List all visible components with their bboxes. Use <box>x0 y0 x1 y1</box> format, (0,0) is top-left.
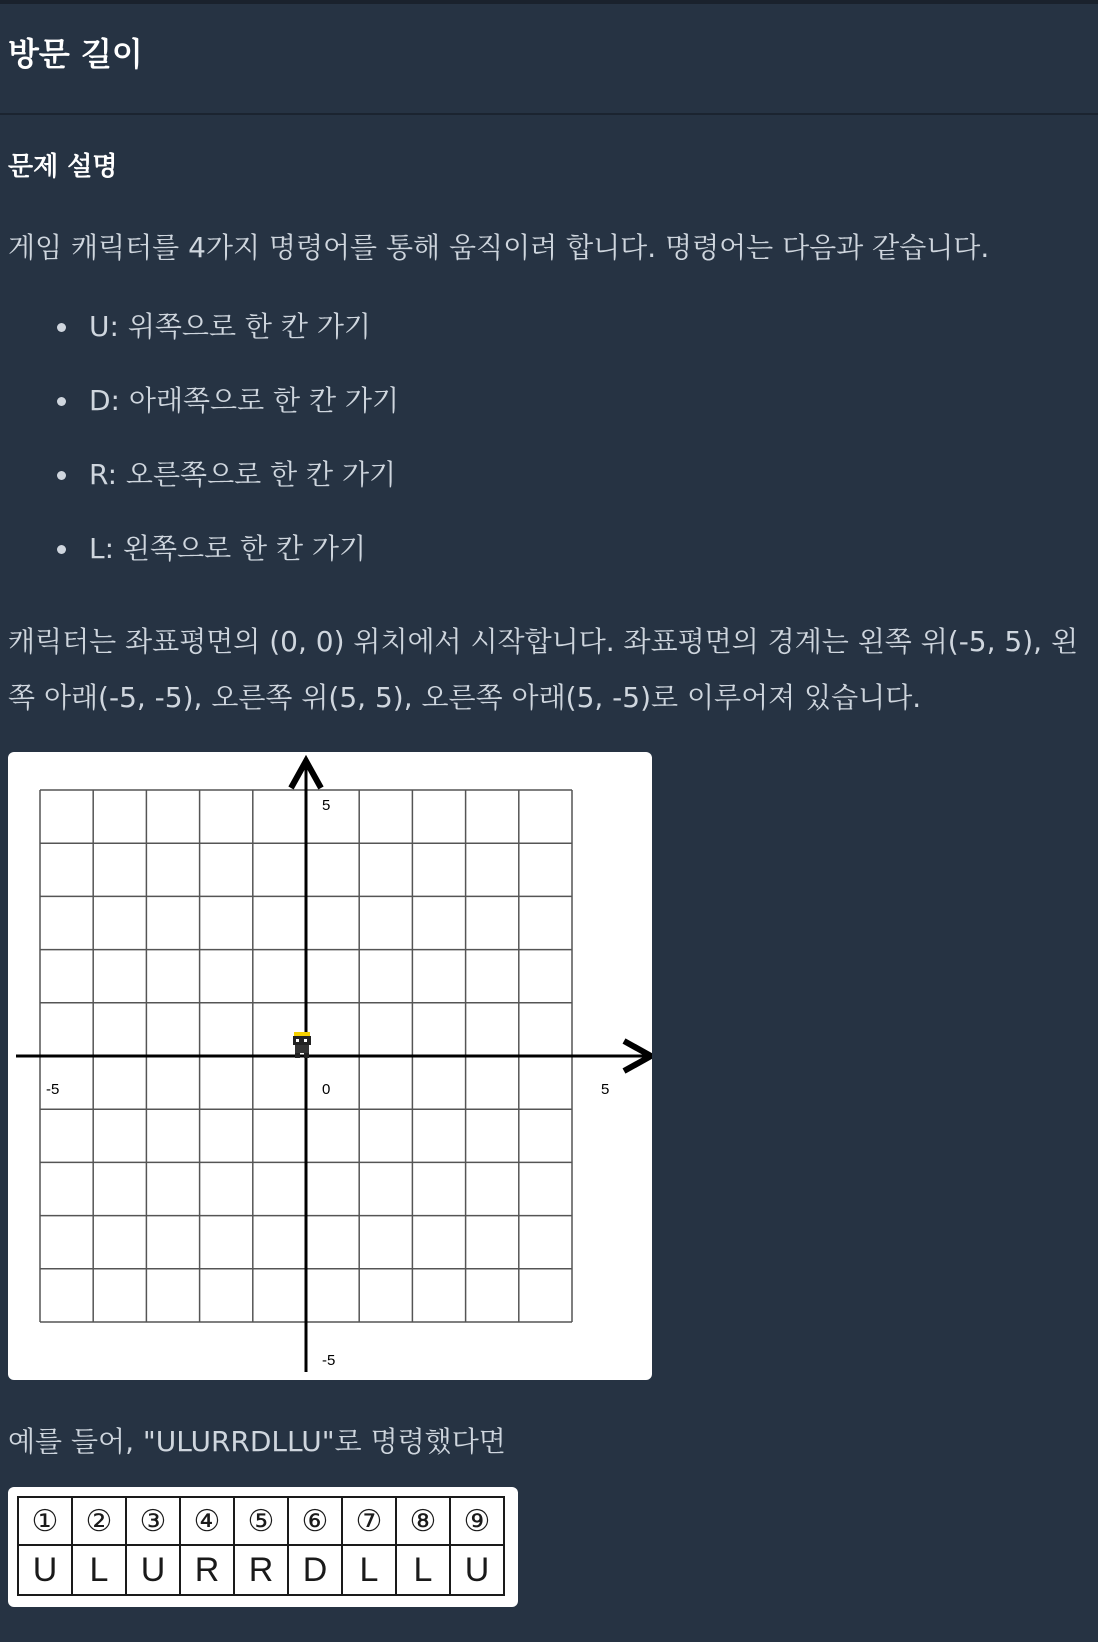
bullet-dot <box>57 545 66 554</box>
step-number: ⑧ <box>396 1497 450 1545</box>
step-command: D <box>288 1545 342 1595</box>
origin-label: 0 <box>322 1081 331 1098</box>
step-number: ① <box>18 1497 72 1545</box>
step-number: ③ <box>126 1497 180 1545</box>
step-number: ⑨ <box>450 1497 504 1545</box>
character-sprite <box>293 1032 311 1058</box>
step-command: L <box>72 1545 126 1595</box>
y-max-label: 5 <box>322 797 331 814</box>
example-command-table <box>8 1487 518 1607</box>
bullet-dot <box>57 323 66 332</box>
step-number: ⑤ <box>234 1497 288 1545</box>
top-bar <box>0 0 1098 4</box>
list-item <box>55 384 399 458</box>
y-min-label: -5 <box>322 1352 336 1369</box>
step-number: ② <box>72 1497 126 1545</box>
coordinate-plane-figure <box>8 752 652 1380</box>
command-text: U: 위쪽으로 한 칸 가기 <box>89 310 371 343</box>
problem-title: 방문 길이 <box>8 35 143 73</box>
list-item <box>55 532 399 606</box>
command-list <box>55 310 399 606</box>
step-command: U <box>18 1545 72 1595</box>
x-min-label: -5 <box>46 1081 60 1098</box>
bullet-dot <box>57 397 66 406</box>
command-table <box>17 1496 505 1596</box>
command-text: L: 왼쪽으로 한 칸 가기 <box>89 532 367 565</box>
section-heading: 문제 설명 <box>8 152 118 182</box>
step-command: U <box>450 1545 504 1595</box>
boundary-description: 캐릭터는 좌표평면의 (0, 0) 위치에서 시작합니다. 좌표평면의 경계는 왼쪽 위(-5, 5), 왼쪽 아래(-5, -5), 오른쪽 위(5, 5), 오른쪽 아래(5, -5)로 이루어져 있습니다. <box>8 625 1079 714</box>
example-text: 예를 들어, "ULURRDLLU"로 명령했다면 <box>8 1425 506 1458</box>
list-item <box>55 310 399 384</box>
coordinate-grid <box>8 752 652 1380</box>
step-number: ④ <box>180 1497 234 1545</box>
title-divider <box>0 113 1098 115</box>
intro-paragraph: 게임 캐릭터를 4가지 명령어를 통해 움직이려 합니다. 명령어는 다음과 같습니다. <box>8 231 990 264</box>
step-command-row <box>18 1545 504 1595</box>
list-item <box>55 458 399 532</box>
x-max-label: 5 <box>601 1081 610 1098</box>
step-command: R <box>234 1545 288 1595</box>
step-number: ⑦ <box>342 1497 396 1545</box>
command-text: R: 오른쪽으로 한 칸 가기 <box>89 458 397 491</box>
step-command: R <box>180 1545 234 1595</box>
step-command: U <box>126 1545 180 1595</box>
step-command: L <box>396 1545 450 1595</box>
bullet-dot <box>57 471 66 480</box>
step-number: ⑥ <box>288 1497 342 1545</box>
step-command: L <box>342 1545 396 1595</box>
command-text: D: 아래쪽으로 한 칸 가기 <box>89 384 400 417</box>
step-number-row <box>18 1497 504 1545</box>
